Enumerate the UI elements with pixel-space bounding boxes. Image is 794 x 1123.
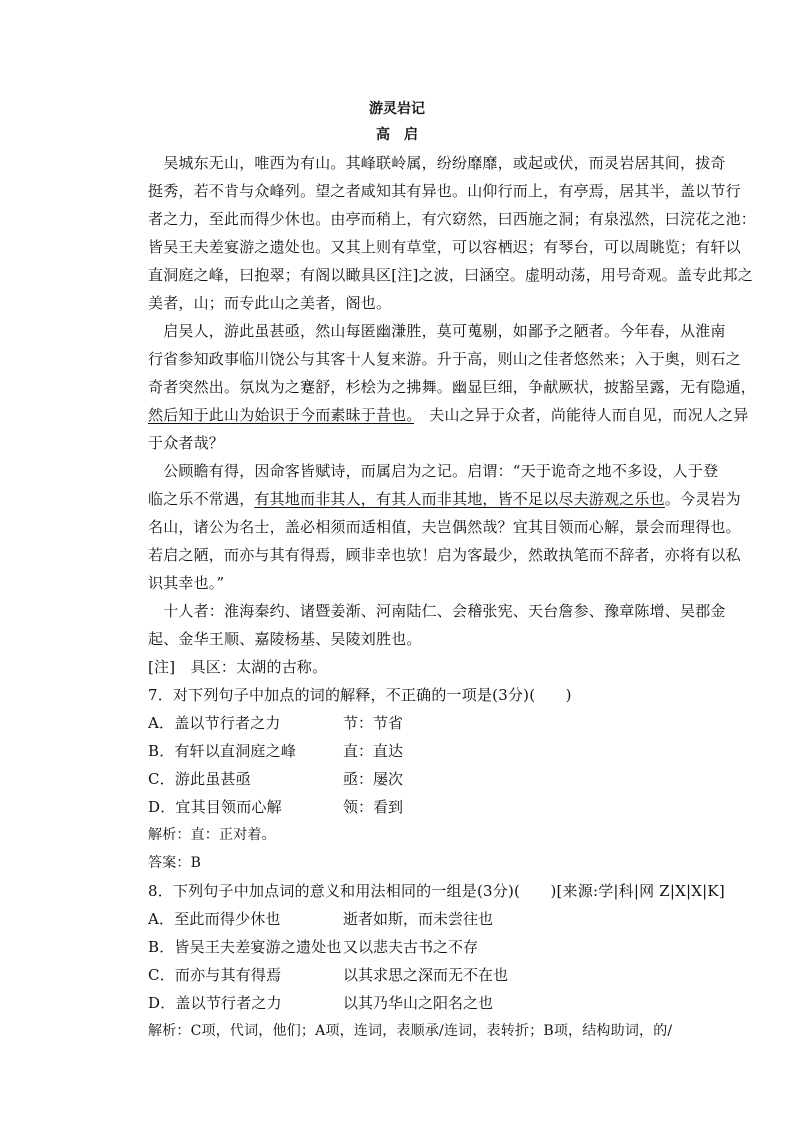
p3-line: 名山，诸公为名士，盖必相须而适相值，夫岂偶然哉？宜其目领而心解，景会而理得也。 bbox=[148, 518, 741, 536]
q7-analysis: 解析：直：正对着。 bbox=[148, 827, 276, 843]
q8-option-a: A．至此而得少休也 bbox=[148, 910, 281, 928]
q8-option-c-compare: 以其求思之深而无不在也 bbox=[343, 966, 509, 984]
p3-line: 公顾瞻有得，因命客皆赋诗，而属启为之记。启谓：“天于诡奇之地不多设，人于登 bbox=[148, 462, 719, 480]
p2-line-tail: 夫山之异于众者，尚能待人而自见，而况人之异 bbox=[414, 406, 749, 424]
q8-option-b: B．皆吴王夫差宴游之遗处也 bbox=[148, 938, 342, 956]
q7-option-b: B．有轩以直洞庭之峰 bbox=[148, 742, 297, 760]
q7-option-c: C．游此虽甚亟 bbox=[148, 770, 251, 788]
p1-line: 皆吴王夫差宴游之遗处也。又其上则有草堂，可以容栖迟；有琴台，可以周眺览；有轩以 bbox=[148, 238, 741, 256]
p3-line: 若启之陋，而亦与其有得焉，顾非幸也欤！启为客最少，然敢执笔而不辞者，亦将有以私 bbox=[148, 546, 741, 564]
underlined-sentence: 有其地而非其人，有其人而非其地，皆不足以尽夫游观之乐也 bbox=[254, 490, 665, 508]
q7-option-d: D．宜其目领而心解 bbox=[148, 798, 282, 816]
annotation-note: [注] 具区：太湖的古称。 bbox=[148, 658, 328, 676]
q7-option-d-gloss: 领：看到 bbox=[343, 798, 404, 816]
q7-stem: 7．对下列句子中加点的词的解释，不正确的一项是(3分)( ) bbox=[148, 686, 572, 704]
underlined-sentence: 然后知于此山为始识于今而素昧于昔也。 bbox=[148, 406, 415, 424]
p2-line: 于众者哉？ bbox=[148, 434, 225, 452]
q7-answer: 答案：B bbox=[148, 855, 202, 871]
p2-line: 行省参知政事临川饶公与其客十人复来游。升于高，则山之佳者悠然来；入于奥，则石之 bbox=[148, 350, 741, 368]
p3-line-mixed bbox=[148, 488, 741, 509]
p3-line-tail: 。今灵岩为 bbox=[664, 490, 741, 508]
p1-line: 者之力，至此而得少休也。由亭而稍上，有穴窈然，曰西施之洞；有泉泓然，曰浣花之池： bbox=[148, 210, 757, 228]
p4-line: 起、金华王顺、嘉陵杨基、吴陵刘胜也。 bbox=[148, 630, 422, 648]
q7-option-a-gloss: 节：节省 bbox=[343, 714, 404, 732]
q8-option-c: C．而亦与其有得焉 bbox=[148, 966, 282, 984]
p4-line: 十人者：淮海秦约、诸暨姜渐、河南陆仁、会稽张宪、天台詹参、豫章陈增、吴郡金 bbox=[148, 602, 726, 620]
essay-title: 游灵岩记 bbox=[369, 101, 425, 117]
p3-line-head: 临之乐不常遇， bbox=[148, 490, 255, 508]
p2-line: 启吴人，游此虽甚亟，然山每匿幽溓胜，莫可蒐剔，如鄙予之陋者。今年春，从淮南 bbox=[148, 322, 726, 340]
q8-option-b-compare: 又以悲夫古书之不存 bbox=[343, 938, 479, 956]
q7-option-a: A．盖以节行者之力 bbox=[148, 714, 281, 732]
q8-analysis: 解析：C项，代词，他们；A项，连词，表顺承/连词，表转折；B项，结构助词，的/ bbox=[148, 1023, 673, 1039]
p3-line: 识其幸也。” bbox=[148, 574, 225, 592]
q8-option-a-compare: 逝者如斯，而未尝往也 bbox=[343, 910, 494, 928]
p1-line: 挺秀，若不肯与众峰列。望之者咸知其有异也。山仰行而上，有亭焉，居其半，盖以节行 bbox=[148, 182, 741, 200]
q8-option-d: D．盖以节行者之力 bbox=[148, 994, 282, 1012]
q7-option-b-gloss: 直：直达 bbox=[343, 742, 404, 760]
p1-line: 吴城东无山，唯西为有山。其峰联岭属，纷纷靡靡，或起或伏，而灵岩居其间，拔奇 bbox=[148, 154, 726, 172]
p2-line-mixed bbox=[148, 404, 749, 425]
q7-option-c-gloss: 亟：屡次 bbox=[343, 770, 404, 788]
p2-line: 奇者突然出。氛岚为之蹇舒，杉桧为之拂舞。幽显巨细，争献厥状，披豁呈露，无有隐遁， bbox=[148, 378, 757, 396]
q8-stem: 8．下列句子中加点词的意义和用法相同的一组是(3分)( )[来源:学|科|网 Z|X|X|K] bbox=[148, 882, 725, 900]
p1-line: 美者，山；而专此山之美者，阁也。 bbox=[148, 294, 392, 312]
p1-line: 直洞庭之峰，曰抱翠；有阁以瞰具区[注]之波，曰涵空。虚明动荡，用号奇观。盖专此邦之 bbox=[148, 266, 753, 284]
q8-option-d-compare: 以其乃华山之阳名之也 bbox=[343, 994, 494, 1012]
essay-author: 高 启 bbox=[376, 127, 418, 143]
